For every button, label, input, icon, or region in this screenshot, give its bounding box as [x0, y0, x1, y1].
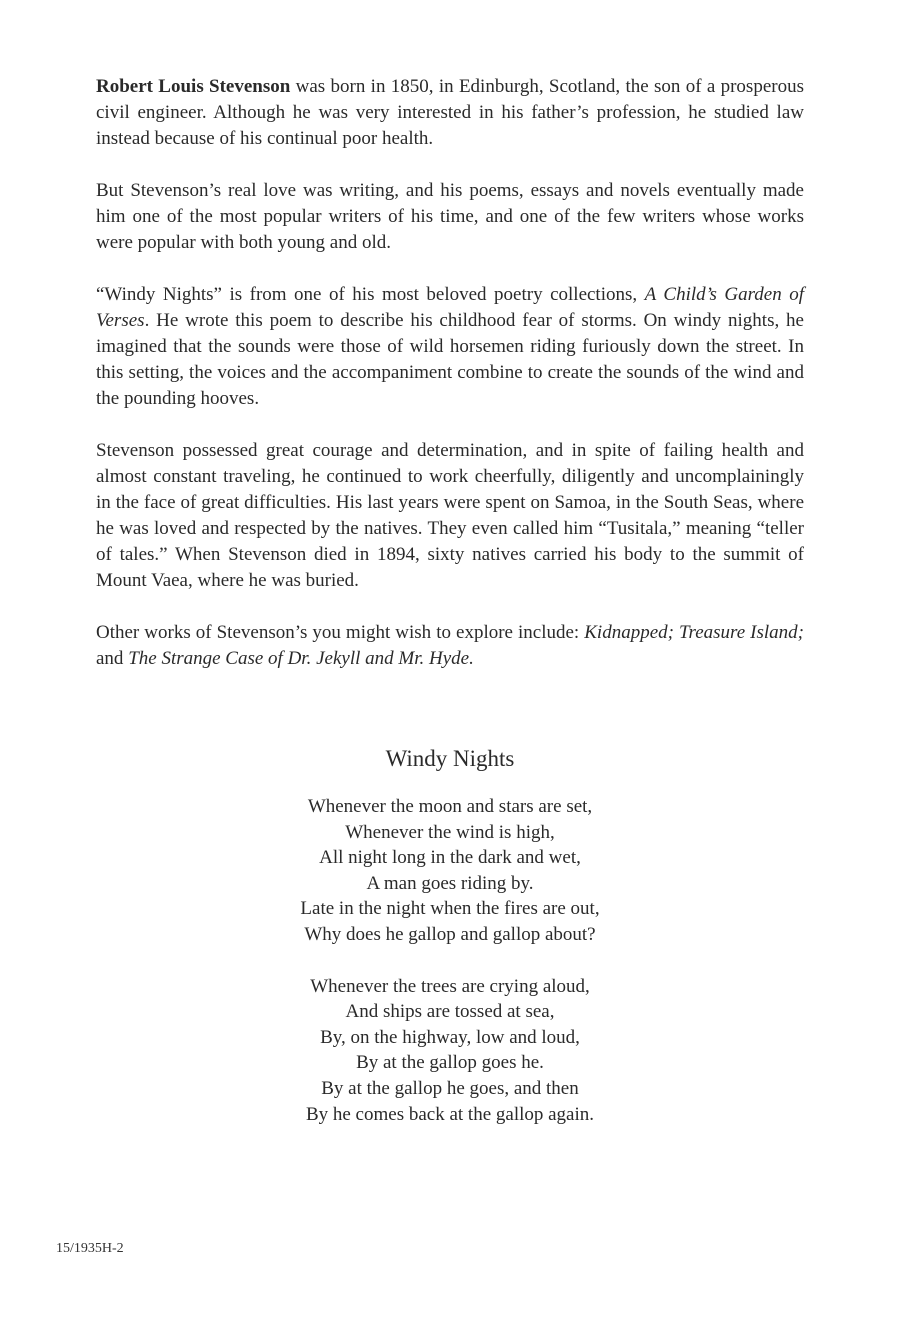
poem-line: All night long in the dark and wet,	[319, 847, 581, 869]
bio-paragraph-5-text-a: Other works of Stevenson’s you might wish to explore include:	[96, 622, 585, 643]
poem-line: Why does he gallop and gallop about?	[304, 923, 596, 945]
works-list-2: The Strange Case of Dr. Jekyll and Mr. Hyde.	[128, 648, 474, 669]
bio-paragraph-5-text-b: and	[96, 648, 129, 669]
document-code: 15/1935H-2	[56, 1241, 124, 1256]
bio-paragraph-5	[96, 620, 804, 672]
poem-line: By at the gallop he goes, and then	[321, 1077, 579, 1099]
author-name: Robert Louis Stevenson	[96, 76, 291, 97]
bio-paragraph-3	[96, 282, 804, 412]
poem-stanza-1	[0, 794, 900, 948]
poem-stanza-2	[0, 974, 900, 1128]
poem-line: A man goes riding by.	[366, 872, 534, 894]
bio-paragraph-2: But Stevenson’s real love was writing, and his poems, essays and novels eventually made him one of the most popular writers of his time, and one of the few writers whose works were popular with both young and old.	[96, 180, 804, 253]
poem-line: Whenever the wind is high,	[345, 821, 555, 843]
poem-line: By, on the highway, low and loud,	[320, 1026, 580, 1048]
poem-line: Whenever the trees are crying aloud,	[310, 975, 590, 997]
poem-line: Whenever the moon and stars are set,	[307, 796, 593, 817]
poem-line: By at the gallop goes he.	[356, 1052, 544, 1074]
bio-paragraph-3-text-a: “Windy Nights” is from one of his most beloved poetry collections,	[96, 284, 645, 305]
poem-title: Windy Nights	[385, 746, 515, 771]
collection-title: A Child’s Garden of Verses	[96, 284, 805, 331]
bio-paragraph-4: Stevenson possessed great courage and determination, and in spite of failing health and almost constant traveling, he continued to work cheerfully, diligently and uncomplainingly in the face of great difficulties. His last years were spent on Samoa, in the South Seas, where he was loved and respected by the natives. They even called him “Tusitala,” meaning “teller of tales.” When Stevenson died in 1894, sixty natives carried his body to the summit of Mount Vaea, where he was buried.	[96, 440, 804, 591]
poem-line: By he comes back at the gallop again.	[305, 1103, 595, 1125]
poem-line: Late in the night when the fires are out,	[300, 898, 600, 920]
bio-paragraph-3-text-b: . He wrote this poem to describe his childhood fear of storms. On windy nights, he imagined that the sounds were those of wild horsemen riding furiously down the street. In this setting, the voices and the accompaniment combine to create the sounds of the wind and the pounding hooves.	[96, 310, 804, 409]
poem-section	[0, 744, 900, 1153]
biography-section	[96, 74, 804, 672]
poem-line: And ships are tossed at sea,	[345, 1001, 555, 1023]
bio-paragraph-1-text: was born in 1850, in Edinburgh, Scotland, the son of a prosperous civil engineer. Although he was very interested in his father’s profession, he studied law instead because of his continual poor health.	[96, 76, 804, 149]
bio-paragraph-1	[96, 74, 804, 152]
works-list-1: Kidnapped; Treasure Island;	[584, 622, 804, 643]
